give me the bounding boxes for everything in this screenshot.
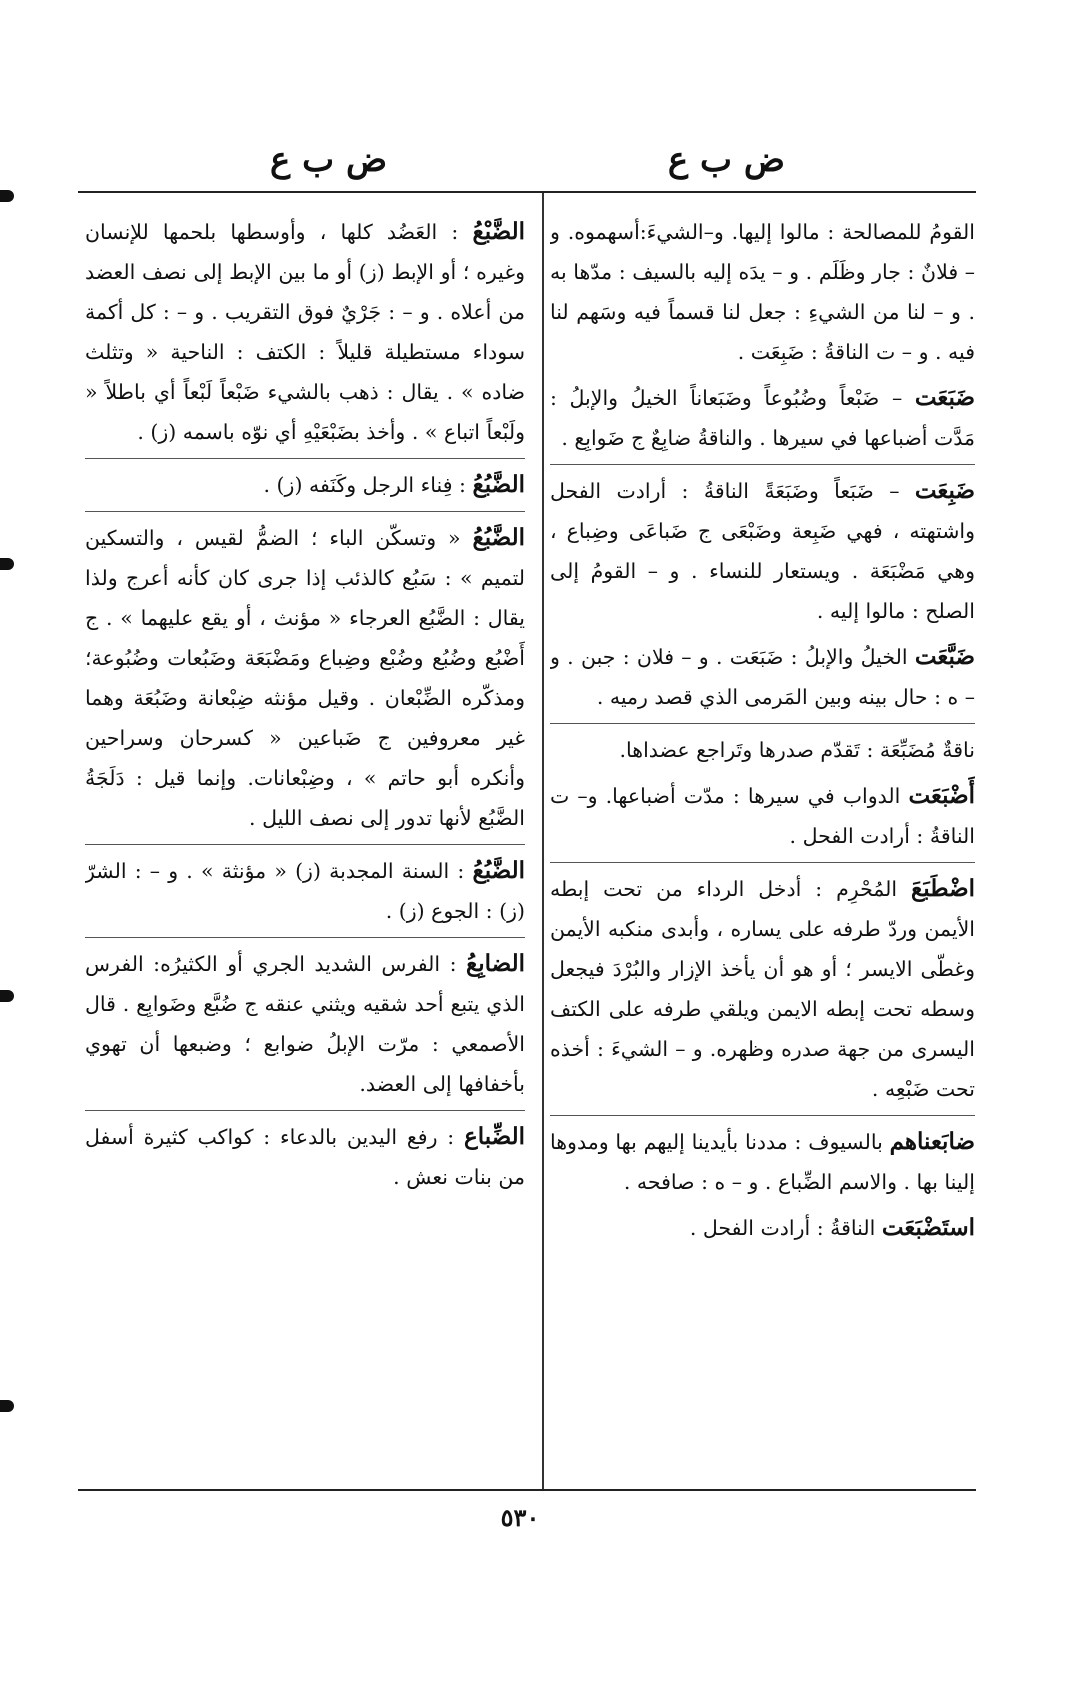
entry-headword: الضَّبُعُ [472, 471, 525, 498]
entry-text: – ضَبْعاً وضُبُوعاً وضَبَعاناً الخيلُ والإبلُ : مَدَّت أضباعها في سيرها . والناقةُ ضابِعٌ ج ضَوابِع . [550, 386, 975, 450]
scan-edge-mark [0, 1400, 14, 1412]
entry-headword: ضَبِعَت [914, 477, 975, 504]
entry [85, 465, 525, 505]
entry [85, 212, 525, 452]
entry [550, 637, 975, 717]
entry-headword: استَضْبَعَت [881, 1214, 975, 1241]
entry-separator [85, 937, 525, 938]
entry-text: المُحْرِم : أدخل الرداء من تحت إبطه الأيمن وردّ طرفه على يساره ، وأبدى منكبه الأيمن وغطّى الايسر ؛ أو هو أن يأخذ الإزار والبُرْدَ فيجعل وسطه تحت إبطه الايمن ويلقي طرفه على الكتف اليسرى من جهة صدره وظهره. و – الشيءَ : أخذه تحت ضَبْعِه . [550, 877, 975, 1101]
entry-headword: الضِّباع [463, 1123, 525, 1150]
header-root-letters-right: ض ب ع [667, 140, 785, 180]
entry-text: : السنة المجدبة (ز) « مؤنثة » . و – : الشرّ (ز) : الجوع (ز) . [85, 859, 525, 923]
right-column [550, 212, 975, 1482]
entry [550, 869, 975, 1109]
entry-separator [85, 511, 525, 512]
entry-headword: الضَّبُعُ [472, 857, 525, 884]
entry [550, 776, 975, 856]
entry-headword: ضابَعناهم [889, 1128, 975, 1155]
page-number: ٥٣٠ [500, 1503, 540, 1532]
entry [550, 378, 975, 458]
entry [550, 730, 975, 770]
footer-rule [78, 1489, 976, 1491]
entry-separator [550, 723, 975, 724]
entry-headword: الضابِعُ [466, 950, 525, 977]
scan-edge-mark [0, 558, 14, 570]
entry [550, 471, 975, 631]
entry-text: : العَضُد كلها ، وأوسطها بلحمها للإنسان وغيره ؛ أو الإبط (ز) أو ما بين الإبط إلى نصف العضد من أعلاه . و – : جَرْيٌ فوق التقريب . و – : كل أكمة سوداء مستطيلة قليلاً : الكتف : الناحية « وتثلث ضاده » . يقال : ذهب بالشيء ضَبْعاً لَبْعاً أي باطلاً « ولَبْعاً اتباع » . وأخذ بضَبْعَيْهِ أي نوّه باسمه (ز) . [85, 220, 525, 444]
entry-text: الخيلُ والإبلُ : ضَبَعَت . و – فلان : جبن . و – ه : حال بينه وبين المَرمى الذي قصد رميه . [550, 645, 975, 709]
header-rule [78, 191, 976, 193]
entry-text: – ضَبَعاً وضَبَعَةً الناقةُ : أرادت الفحل واشتهته ، فهي ضَبِعة وضَبْعَى ج ضَباعَى وضِباع ، وهي مَضْبَعَة . ويستعار للنساء . و – القومُ إلى الصلح : مالوا إليه . [550, 479, 975, 623]
entry-headword: الضَّبْعُ [472, 218, 525, 245]
entry [550, 212, 975, 372]
entry-separator [550, 862, 975, 863]
entry-separator [550, 1115, 975, 1116]
entry-text: بالسيوف : مددنا بأيدينا إليهم بها ومدوها إلينا بها . والاسم الضِّباع . و – ه : صافحه . [550, 1130, 975, 1194]
entry-text: : فِناء الرجل وكَنَفه (ز) . [263, 473, 473, 497]
entry [550, 1208, 975, 1248]
entry-headword: اضْطَبَعَ [911, 875, 975, 902]
entry-separator [85, 1110, 525, 1111]
entry-headword: ضَبَعَت [914, 384, 975, 411]
entry-text: الناقةُ : أرادت الفحل . [689, 1216, 882, 1240]
entry-separator [85, 458, 525, 459]
header-root-letters-left: ض ب ع [270, 140, 388, 180]
entry-text: الدواب في سيرها : مدّت أضباعها. و– ت الناقةُ : أرادت الفحل . [550, 784, 975, 848]
entry [85, 851, 525, 931]
entry [85, 1117, 525, 1197]
entry-headword: أَضْبَعَت [908, 782, 975, 809]
entry-text: : الفرس الشديد الجري أو الكثيرُه: الفرس الذي يتبع أحد شقيه ويثني عنقه ج ضُبَّع وضَوابِع . قال الأصمعي : مرّت الإبلُ ضوابع ؛ وضبعها أن تهوي بأخفافها إلى العضد. [85, 952, 525, 1096]
entry-text: : رفع اليدين بالدعاء : كواكب كثيرة أسفل من بنات نعش . [85, 1125, 525, 1189]
entry-headword: الضَّبُعُ [472, 524, 525, 551]
scan-edge-mark [0, 990, 14, 1002]
page-header [75, 140, 975, 192]
entry [85, 944, 525, 1104]
entry [85, 518, 525, 838]
entry-text: ناقةٌ مُضَبِّعَة : تَقدّم صدرها وتَراجع عضداها. [619, 738, 975, 762]
entry [550, 1122, 975, 1202]
left-column [85, 212, 525, 1482]
column-divider [542, 193, 544, 1489]
scan-edge-mark [0, 190, 14, 202]
entry-separator [550, 464, 975, 465]
entry-text: « وتسكّن الباء ؛ الضمُّ لقيس ، والتسكين لتميم » : سَبُع كالذئب إذا جرى كان كأنه أعرج ولذا يقال : الضَّبُع العرجاء « مؤنث ، أو يقع عليهما » . ج أَضْبُع وضُبُع وضُبْع وضِباع ومَضْبَعَة وضَبُعات وضُبُوعة؛ ومذكّره الضِّبْعان . وقيل مؤنثه ضِبْعانة وضَبُعَة وهما غير معروفين ج ضَباعين « كسرحان وسراحين وأنكره أبو حاتم » ، وضِبْعانات. وإنما قيل : دَلَجَةُ الضَّبُع لأنها تدور إلى نصف الليل . [85, 526, 525, 830]
entry-separator [85, 844, 525, 845]
entry-headword: ضَبَّعَت [914, 643, 975, 670]
entry-text: القومُ للمصالحة : مالوا إليها. و–الشيءَ:أسهموه. و – فلانٌ : جار وظَلَم . و – يدَه إليه بالسيف : مدّها به . و – لنا من الشيءِ : جعل لنا قسماً فيه وسَهم لنا فيه . و – ت الناقةُ : ضَبِعَت . [550, 220, 975, 364]
